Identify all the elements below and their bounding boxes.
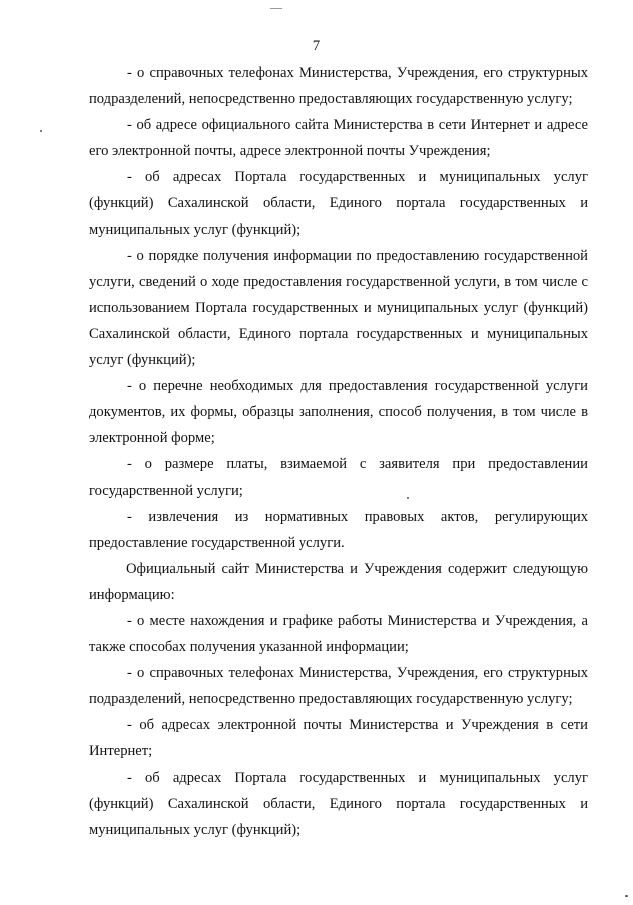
paragraph: - о месте нахождения и графике работы Министерства и Учреждения, а также способах получения указанной информации; [89, 612, 588, 656]
scan-speck [270, 8, 282, 9]
paragraph: Официальный сайт Министерства и Учреждения содержит следующую информацию: [89, 560, 588, 603]
scan-speck [625, 895, 628, 897]
paragraph: - об адресе официального сайта Министерства в сети Интернет и адресе его электронной почты, адресе электронной почты Учреждения; [89, 117, 588, 160]
scan-speck [407, 497, 409, 499]
paragraph: - извлечения из нормативных правовых актов, регулирующих предоставление государственной услуги. [89, 508, 588, 551]
paragraph: - о справочных телефонах Министерства, Учреждения, его структурных подразделений, непосредственно предоставляющих государственную услугу; [89, 65, 588, 108]
paragraph: - об адресах электронной почты Министерства и Учреждения в сети Интернет; [89, 717, 588, 760]
paragraph: - об адресах Портала государственных и муниципальных услуг (функций) Сахалинской области, Единого портала государственных и муниципальных услуг (функций); [89, 169, 588, 238]
page-number: 7 [312, 38, 321, 54]
paragraph: - о размере платы, взимаемой с заявителя при предоставлении государственной услуги; [89, 456, 588, 499]
paragraph: - об адресах Портала государственных и муниципальных услуг (функций) Сахалинской области, Единого портала государственных и муниципальных услуг (функций); [89, 769, 588, 838]
paragraph: - о перечне необходимых для предоставления государственной услуги документов, их формы, образцы заполнения, способ получения, в том числе в электронной форме; [89, 378, 588, 447]
scan-speck [40, 130, 42, 132]
paragraph: - о порядке получения информации по предоставлению государственной услуги, сведений о ходе предоставления государственной услуги, в том числе с использованием Портала государственных и муниципальных услуг (функций) Сахалинской области, Единого портала государственных и муниципальных услуг (функций); [89, 247, 588, 369]
paragraph: - о справочных телефонах Министерства, Учреждения, его структурных подразделений, непосредственно предоставляющих государственную услугу; [89, 665, 588, 708]
document-body [89, 60, 588, 843]
